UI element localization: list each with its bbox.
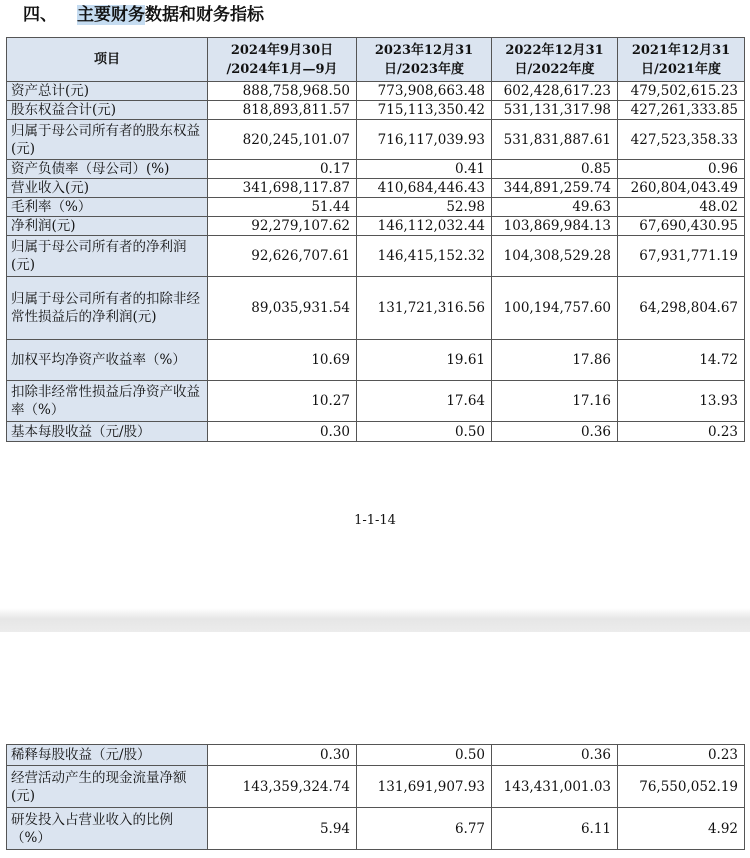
cell-value: 0.50 — [357, 745, 492, 766]
row-label: 归属于母公司所有者的净利润(元) — [7, 236, 208, 277]
section-heading — [23, 2, 264, 28]
cell-value: 89,035,931.54 — [208, 277, 357, 340]
header-line: 日/2021年度 — [641, 61, 721, 77]
cell-value: 0.30 — [208, 422, 357, 442]
cell-value: 103,869,984.13 — [492, 217, 618, 236]
header-col-2024q3 — [208, 38, 357, 82]
highlighted-title-text[interactable]: 主要财务 — [77, 5, 145, 25]
cell-value: 131,691,907.93 — [357, 766, 492, 808]
cell-value: 0.23 — [618, 422, 745, 442]
cell-value: 0.30 — [208, 745, 357, 766]
cell-value: 602,428,617.23 — [492, 82, 618, 101]
cell-value: 6.77 — [357, 808, 492, 850]
header-line: 2022年12月31 — [505, 42, 604, 58]
cell-value: 0.50 — [357, 422, 492, 442]
row-label: 股东权益合计(元) — [7, 101, 208, 120]
table-row — [7, 160, 745, 179]
header-line: 2024年9月30日 — [230, 42, 334, 58]
header-line: 2023年12月31 — [374, 42, 474, 58]
header-col-2023 — [357, 38, 492, 82]
row-label: 归属于母公司所有者的扣除非经常性损益后的净利润(元) — [7, 277, 208, 340]
cell-value: 531,831,887.61 — [492, 120, 618, 160]
cell-value: 67,690,430.95 — [618, 217, 745, 236]
table-row — [7, 745, 745, 766]
cell-value: 19.61 — [357, 340, 492, 381]
table-header-row — [7, 38, 745, 82]
header-line: 日/2023年度 — [384, 61, 464, 77]
cell-value: 10.27 — [208, 381, 357, 422]
cell-value: 146,112,032.44 — [357, 217, 492, 236]
row-label: 归属于母公司所有者的股东权益(元) — [7, 120, 208, 160]
cell-value: 143,359,324.74 — [208, 766, 357, 808]
financial-indicators-table-continued — [6, 744, 745, 850]
table-row — [7, 808, 745, 850]
cell-value: 0.41 — [357, 160, 492, 179]
cell-value: 818,893,811.57 — [208, 101, 357, 120]
cell-value: 888,758,968.50 — [208, 82, 357, 101]
page-break-divider — [0, 608, 750, 632]
header-line: 日/2022年度 — [514, 61, 595, 77]
cell-value: 0.96 — [618, 160, 745, 179]
row-label: 稀释每股收益（元/股） — [7, 745, 208, 766]
cell-value: 0.23 — [618, 745, 745, 766]
table-row — [7, 217, 745, 236]
cell-value: 5.94 — [208, 808, 357, 850]
header-line: /2024年1月—9月 — [226, 61, 338, 77]
table-row — [7, 179, 745, 198]
cell-value: 17.16 — [492, 381, 618, 422]
cell-value: 6.11 — [492, 808, 618, 850]
row-label: 净利润(元) — [7, 217, 208, 236]
header-item: 项目 — [7, 38, 208, 82]
cell-value: 4.92 — [618, 808, 745, 850]
cell-value: 51.44 — [208, 198, 357, 217]
cell-value: 479,502,615.23 — [618, 82, 745, 101]
cell-value: 100,194,757.60 — [492, 277, 618, 340]
cell-value: 716,117,039.93 — [357, 120, 492, 160]
cell-value: 52.98 — [357, 198, 492, 217]
cell-value: 13.93 — [618, 381, 745, 422]
cell-value: 131,721,316.56 — [357, 277, 492, 340]
cell-value: 427,523,358.33 — [618, 120, 745, 160]
cell-value: 0.85 — [492, 160, 618, 179]
row-label: 扣除非经常性损益后净资产收益率（%） — [7, 381, 208, 422]
cell-value: 146,415,152.32 — [357, 236, 492, 277]
cell-value: 104,308,529.28 — [492, 236, 618, 277]
table-row — [7, 198, 745, 217]
cell-value: 341,698,117.87 — [208, 179, 357, 198]
table-row — [7, 277, 745, 340]
cell-value: 0.36 — [492, 745, 618, 766]
cell-value: 17.64 — [357, 381, 492, 422]
row-label: 营业收入(元) — [7, 179, 208, 198]
cell-value: 48.02 — [618, 198, 745, 217]
cell-value: 427,261,333.85 — [618, 101, 745, 120]
row-label: 研发投入占营业收入的比例（%） — [7, 808, 208, 850]
page-number: 1-1-14 — [354, 513, 396, 528]
cell-value: 49.63 — [492, 198, 618, 217]
cell-value: 92,279,107.62 — [208, 217, 357, 236]
row-label: 经营活动产生的现金流量净额(元) — [7, 766, 208, 808]
table-row — [7, 82, 745, 101]
cell-value: 0.36 — [492, 422, 618, 442]
cell-value: 64,298,804.67 — [618, 277, 745, 340]
table-row — [7, 381, 745, 422]
table-row — [7, 236, 745, 277]
cell-value: 143,431,001.03 — [492, 766, 618, 808]
header-col-2022 — [492, 38, 618, 82]
table-row — [7, 120, 745, 160]
cell-value: 260,804,043.49 — [618, 179, 745, 198]
section-number: 四、 — [23, 5, 57, 25]
cell-value: 773,908,663.48 — [357, 82, 492, 101]
table-row — [7, 422, 745, 442]
cell-value: 76,550,052.19 — [618, 766, 745, 808]
table-row — [7, 340, 745, 381]
cell-value: 10.69 — [208, 340, 357, 381]
financial-indicators-table — [6, 37, 745, 442]
header-col-2021 — [618, 38, 745, 82]
section-title-rest: 数据和财务指标 — [145, 5, 264, 25]
cell-value: 0.17 — [208, 160, 357, 179]
row-label: 毛利率（%） — [7, 198, 208, 217]
cell-value: 92,626,707.61 — [208, 236, 357, 277]
row-label: 加权平均净资产收益率（%） — [7, 340, 208, 381]
cell-value: 67,931,771.19 — [618, 236, 745, 277]
cell-value: 344,891,259.74 — [492, 179, 618, 198]
cell-value: 410,684,446.43 — [357, 179, 492, 198]
row-label: 基本每股收益（元/股） — [7, 422, 208, 442]
cell-value: 531,131,317.98 — [492, 101, 618, 120]
cell-value: 17.86 — [492, 340, 618, 381]
table-row — [7, 766, 745, 808]
row-label: 资产负债率（母公司）(%) — [7, 160, 208, 179]
cell-value: 715,113,350.42 — [357, 101, 492, 120]
cell-value: 14.72 — [618, 340, 745, 381]
table-row — [7, 101, 745, 120]
cell-value: 820,245,101.07 — [208, 120, 357, 160]
row-label: 资产总计(元) — [7, 82, 208, 101]
header-line: 2021年12月31 — [631, 42, 731, 58]
